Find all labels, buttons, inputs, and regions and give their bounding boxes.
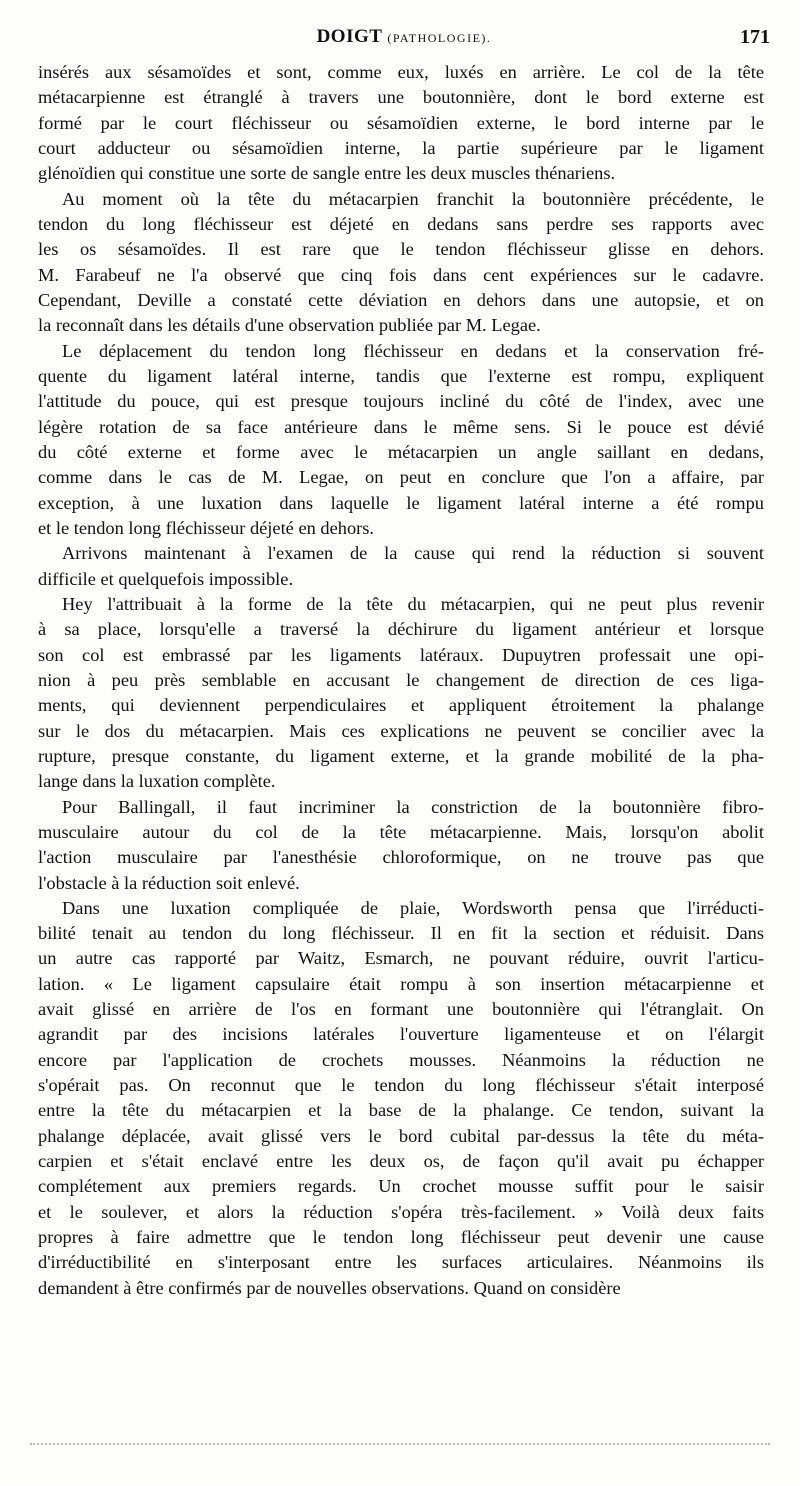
paragraph xyxy=(38,60,764,187)
text-line: Dans une luxation compliquée de plaie, Wordsworth pensa que l'irréducti- xyxy=(62,897,764,918)
text-line: rupture, presque constante, du ligament externe, et la grande mobilité de la pha- xyxy=(38,745,764,766)
running-title xyxy=(38,26,770,48)
text-line: Le déplacement du tendon long fléchisseur en dedans et la conservation fré- xyxy=(62,340,764,361)
text-line: sur le dos du métacarpien. Mais ces explications ne peuvent se concilier avec la xyxy=(38,720,764,741)
text-line: métacarpienne est étranglé à travers une boutonnière, dont le bord externe est xyxy=(38,87,764,108)
text-line: nion à peu près semblable en accusant le changement de direction de ces liga- xyxy=(38,669,764,690)
running-title-subtitle: (PATHOLOGIE). xyxy=(387,31,492,45)
text-line: légère rotation de sa face antérieure dans le même sens. Si le pouce est dévié xyxy=(38,416,764,437)
text-line: son col est embrassé par les ligaments latéraux. Dupuytren professait une opi- xyxy=(38,644,764,665)
text-line: Pour Ballingall, il faut incriminer la constriction de la boutonnière fibro- xyxy=(62,796,764,817)
text-line: et le tendon long fléchisseur déjeté en dehors. xyxy=(38,517,375,538)
paragraph xyxy=(38,339,764,542)
text-line: à sa place, lorsqu'elle a traversé la déchirure du ligament antérieur et lorsque xyxy=(38,619,764,640)
text-line: l'obstacle à la réduction soit enlevé. xyxy=(38,872,300,893)
bottom-print-speckle xyxy=(30,1443,770,1449)
paragraph xyxy=(38,896,764,1301)
text-line: encore par l'application de crochets mousses. Néanmoins la réduction ne xyxy=(38,1049,764,1070)
text-line: formé par le court fléchisseur ou sésamoïdien externe, le bord interne par le xyxy=(38,112,764,133)
text-line: insérés aux sésamoïdes et sont, comme eux, luxés en arrière. Le col de la tête xyxy=(38,62,764,82)
paragraph xyxy=(38,592,764,795)
running-head xyxy=(38,26,770,54)
text-line: du côté externe et forme avec le métacarpien un angle saillant en dedans, xyxy=(38,441,764,462)
text-line: Au moment où la tête du métacarpien franchit la boutonnière précédente, le xyxy=(62,188,764,209)
text-line: M. Farabeuf ne l'a observé que cinq fois dans cent expériences sur le cadavre. xyxy=(38,264,764,285)
text-line: carpien et s'était enclavé entre les deux os, de façon qu'il avait pu échapper xyxy=(38,1151,764,1172)
text-line: Arrivons maintenant à l'examen de la cause qui rend la réduction si souvent xyxy=(62,543,764,564)
text-line: l'attitude du pouce, qui est presque toujours incliné du côté de l'index, avec une xyxy=(38,391,764,412)
text-line: quente du ligament latéral interne, tandis que l'externe est rompu, expliquent xyxy=(38,365,764,386)
text-line: Hey l'attribuait à la forme de la tête du métacarpien, qui ne peut plus revenir xyxy=(62,593,764,614)
text-line: ments, qui deviennent perpendiculaires et appliquent étroitement la phalange xyxy=(38,695,764,716)
text-line: la reconnaît dans les détails d'une observation publiée par M. Legae. xyxy=(38,315,541,336)
text-line: complétement aux premiers regards. Un crochet mousse suffit pour le saisir xyxy=(38,1176,764,1197)
text-line: phalange déplacée, avait glissé vers le bord cubital par-dessus la tête du méta- xyxy=(38,1125,764,1146)
text-line: demandent à être confirmés par de nouvelles observations. Quand on considère xyxy=(38,1277,621,1298)
text-line: glénoïdien qui constitue une sorte de sangle entre les deux muscles thénariens. xyxy=(38,163,616,184)
text-line: les os sésamoïdes. Il est rare que le tendon fléchisseur glisse en dehors. xyxy=(38,239,764,260)
text-line: lation. « Le ligament capsulaire était rompu à son insertion métacarpienne et xyxy=(38,973,764,994)
paragraph xyxy=(38,795,764,896)
text-line: bilité tenait au tendon du long fléchisseur. Il en fit la section et réduisit. Dans xyxy=(38,923,764,944)
page-number: 171 xyxy=(740,26,770,48)
text-line: un autre cas rapporté par Waitz, Esmarch, ne pouvant réduire, ouvrit l'articu- xyxy=(38,948,764,969)
body-text xyxy=(38,60,764,1301)
text-line: et le soulever, et alors la réduction s'opéra très-facilement. » Voilà deux faits xyxy=(38,1201,764,1222)
text-line: musculaire autour du col de la tête métacarpienne. Mais, lorsqu'on abolit xyxy=(38,821,764,842)
text-line: lange dans la luxation complète. xyxy=(38,771,276,792)
paragraph xyxy=(38,187,764,339)
running-title-main: DOIGT xyxy=(316,26,383,47)
text-line: agrandit par des incisions latérales l'ouverture ligamenteuse et on l'élargit xyxy=(38,1024,764,1045)
text-line: comme dans le cas de M. Legae, on peut en conclure que l'on a affaire, par xyxy=(38,467,764,488)
text-line: d'irréductibilité en s'interposant entre les surfaces articulaires. Néanmoins ils xyxy=(38,1252,764,1273)
paragraph xyxy=(38,541,764,592)
text-line: propres à faire admettre que le tendon long fléchisseur peut devenir une cause xyxy=(38,1227,764,1248)
text-line: difficile et quelquefois impossible. xyxy=(38,568,294,589)
text-line: Cependant, Deville a constaté cette déviation en dehors dans une autopsie, et on xyxy=(38,289,764,310)
text-line: l'action musculaire par l'anesthésie chloroformique, on ne trouve pas que xyxy=(38,847,764,868)
text-line: exception, à une luxation dans laquelle le ligament latéral interne a été rompu xyxy=(38,492,764,513)
text-line: avait glissé en arrière de l'os en formant une boutonnière qui l'étranglait. On xyxy=(38,999,764,1020)
text-line: tendon du long fléchisseur est déjeté en dedans sans perdre ses rapports avec xyxy=(38,213,764,234)
text-line: s'opérait pas. On reconnut que le tendon du long fléchisseur s'était interposé xyxy=(38,1075,764,1096)
text-line: court adducteur ou sésamoïdien interne, la partie supérieure par le ligament xyxy=(38,137,764,158)
text-line: entre la tête du métacarpien et la base de la phalange. Ce tendon, suivant la xyxy=(38,1100,764,1121)
